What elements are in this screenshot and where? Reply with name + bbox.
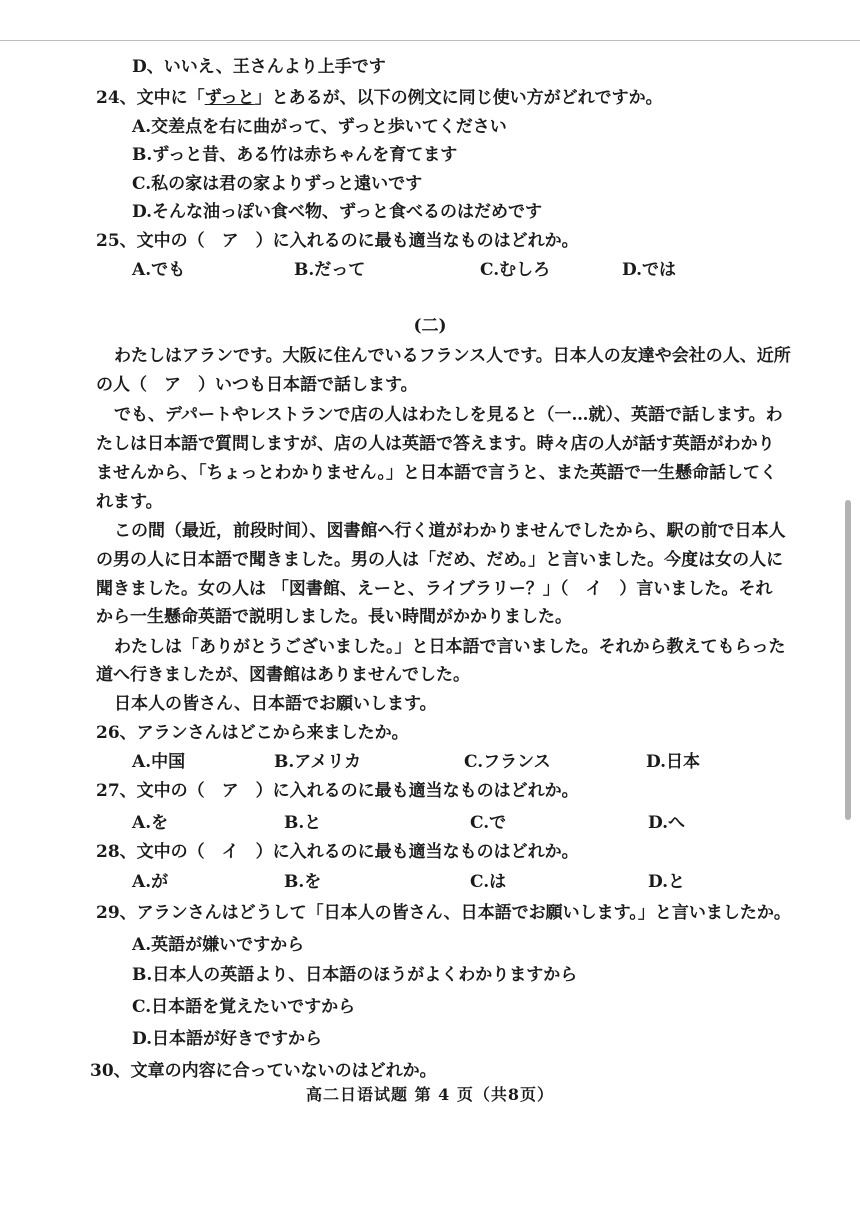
q28-option-d: D.と: [648, 872, 686, 892]
q26-option-b: B.アメリカ: [274, 752, 362, 772]
q24-stem: [96, 87, 663, 109]
passage-line-2: の人（ ア ）いつも日本語で話します。: [96, 375, 418, 395]
passage-line-7: この間（最近，前段时间）、図書館へ行く道がわかりませんでしたから、駅の前で日本人: [114, 521, 786, 541]
q27-stem: 27、文中の（ ア ）に入れるのに最も適当なものはどれか。: [96, 781, 579, 801]
passage-line-6: れます。: [96, 492, 163, 512]
page-footer: 高二日语试题 第 4 页（共8页）: [306, 1085, 554, 1104]
q24-option-d: D.そんな油っぽい食べ物、ずっと食べるのはだめです: [132, 202, 543, 222]
q28-option-c: C.は: [470, 872, 507, 892]
q29-option-d: D.日本語が好きですから: [132, 1029, 323, 1049]
q28-stem: 28、文中の（ イ ）に入れるのに最も適当なものはどれか。: [96, 842, 579, 862]
passage-line-9: 聞きました。女の人は 「図書館、えーと、ライブラリー？」（ イ ）言いました。それ: [96, 579, 773, 599]
q25-option-b: B.だって: [294, 260, 366, 280]
q30-stem: 30、文章の内容に合っていないのはどれか。: [90, 1061, 437, 1081]
top-divider: [0, 40, 860, 41]
q28-option-a: A.が: [132, 872, 169, 892]
q27-option-c: C.で: [470, 813, 507, 833]
q26-option-d: D.日本: [646, 752, 701, 772]
q29-option-b: B.日本人の英語より、日本語のほうがよくわかりますから: [132, 965, 578, 985]
q28-option-b: B.を: [284, 872, 322, 892]
passage-line-12: 道へ行きましたが、図書館はありませんでした。: [96, 665, 470, 685]
passage-line-11: わたしは「ありがとうございました。」と日本語で言いました。それから教えてもらった: [114, 637, 786, 657]
q27-option-a: A.を: [132, 813, 169, 833]
vertical-scrollbar[interactable]: [845, 500, 853, 820]
q24-option-c: C.私の家は君の家よりずっと遠いです: [132, 174, 423, 194]
q27-option-b: B.と: [284, 813, 322, 833]
passage-line-5: ませんから、「ちょっとわかりません。」と日本語で言うと、また英語で一生懸命話してく: [96, 463, 778, 483]
q26-option-c: C.フランス: [464, 752, 551, 772]
section-title: (二): [413, 316, 447, 336]
q26-stem: 26、アランさんはどこから来ましたか。: [96, 723, 409, 743]
q25-option-d: D.では: [622, 260, 677, 280]
passage-line-4: たしは日本語で質問しますが、店の人は英語で答えます。時々店の人が話す英語がわかり: [96, 434, 775, 454]
q24-keyword: ずっと: [204, 88, 255, 108]
passage-line-3: でも、デパートやレストランで店の人はわたしを見ると（一…就）、英語で話します。わ: [114, 405, 783, 425]
q25-stem: 25、文中の（ ア ）に入れるのに最も適当なものはどれか。: [96, 231, 579, 251]
q24-suffix: 」とあるが、以下の例文に同じ使い方がどれですか。: [254, 88, 663, 108]
q25-option-a: A.でも: [132, 260, 186, 280]
scrollbar-thumb[interactable]: [845, 500, 851, 820]
q24-number: 24、: [96, 88, 137, 108]
q24-option-b: B.ずっと昔、ある竹は赤ちゃんを育てます: [132, 145, 458, 165]
q29-stem: 29、アランさんはどうして「日本人の皆さん、日本語でお願いします。」と言いましたか。: [96, 903, 791, 923]
q25-option-c: C.むしろ: [480, 260, 551, 280]
passage-line-13: 日本人の皆さん、日本語でお願いします。: [114, 694, 437, 714]
passage-line-1: わたしはアランです。大阪に住んでいるフランス人です。日本人の友達や会社の人、近所: [114, 346, 791, 366]
passage-line-10: から一生懸命英語で説明しました。長い時間がかかりました。: [96, 607, 572, 627]
q29-option-a: A.英語が嫌いですから: [132, 935, 305, 955]
passage-line-8: の男の人に日本語で聞きました。男の人は「だめ、だめ。」と言いました。今度は女の人に: [96, 550, 784, 570]
q29-option-c: C.日本語を覚えたいですから: [132, 997, 356, 1017]
q24-prefix: 文中に「: [136, 88, 205, 108]
q24-option-a: A.交差点を右に曲がって、ずっと歩いてください: [132, 117, 507, 137]
q23-option-d: D、いいえ、王さんより上手です: [132, 57, 386, 77]
q26-option-a: A.中国: [132, 752, 186, 772]
q27-option-d: D.へ: [648, 813, 686, 833]
